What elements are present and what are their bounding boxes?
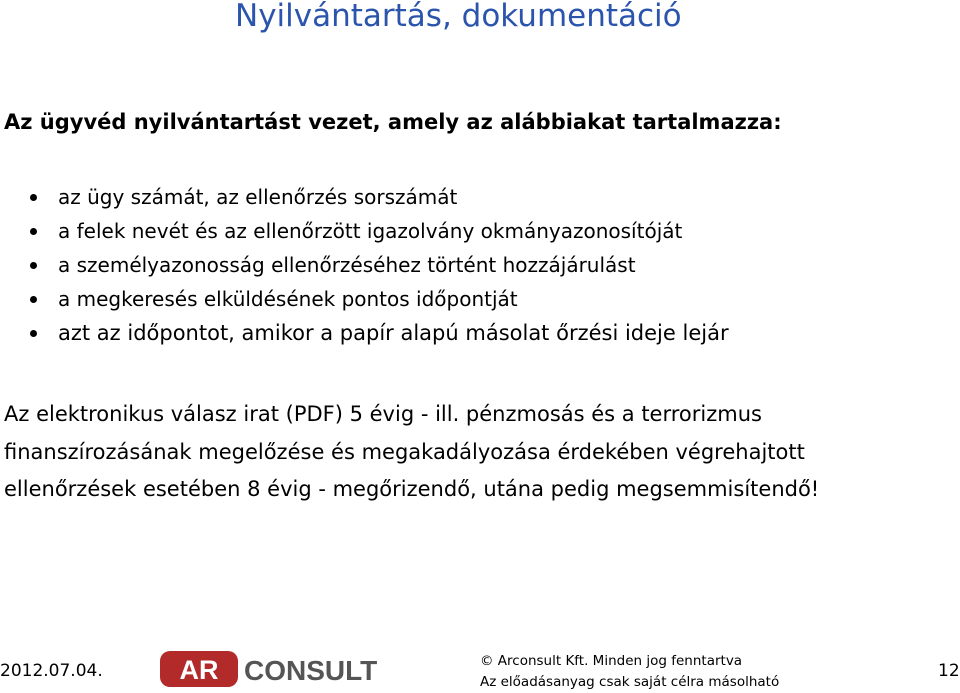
logo-consult-text: CONSULT <box>244 655 378 686</box>
copyright-text: © Arconsult Kft. Minden jog fenntartva <box>480 653 743 669</box>
list-item-text: azt az időpontot, amikor a papír alapú másolat őrzési ideje lejár <box>58 321 729 345</box>
bullet-icon <box>30 296 37 303</box>
page-title: Nyilvántartás, dokumentáció <box>235 0 682 34</box>
list-item <box>30 183 729 217</box>
bullet-list <box>30 183 729 353</box>
intro-heading: Az ügyvéd nyilvántartást vezet, amely az alábbiakat tartalmazza: <box>4 110 782 134</box>
list-item <box>30 285 729 319</box>
copy-note-text: Az előadásanyag csak saját célra másolható <box>480 674 780 690</box>
paragraph-line: finanszírozásának megelőzése és megakadályozása érdekében végrehajtott <box>4 439 805 464</box>
list-item-text: a személyazonosság ellenőrzéséhez történt hozzájárulást <box>58 253 636 277</box>
list-item <box>30 251 729 285</box>
list-item <box>30 217 729 251</box>
bullet-icon <box>30 330 37 337</box>
bullet-icon <box>30 262 37 269</box>
footer-date: 2012.07.04. <box>0 661 103 681</box>
retention-paragraph <box>4 396 954 509</box>
arconsult-logo <box>160 648 440 690</box>
bullet-icon <box>30 228 37 235</box>
list-item <box>30 319 729 353</box>
logo-ar-text: AR <box>179 655 219 685</box>
bullet-icon <box>30 194 37 201</box>
page-number: 12 <box>938 661 960 681</box>
list-item-text: a megkeresés elküldésének pontos időpontját <box>58 287 518 311</box>
list-item-text: a felek nevét és az ellenőrzött igazolvány okmányazonosítóját <box>58 219 683 243</box>
list-item-text: az ügy számát, az ellenőrzés sorszámát <box>58 185 458 209</box>
paragraph-line: ellenőrzések esetében 8 évig - megőrizendő, utána pedig megsemmisítendő! <box>4 477 820 501</box>
paragraph-line: Az elektronikus válasz irat (PDF) 5 évig - ill. pénzmosás és a terrorizmus <box>4 402 762 426</box>
copyright-block <box>480 651 779 693</box>
